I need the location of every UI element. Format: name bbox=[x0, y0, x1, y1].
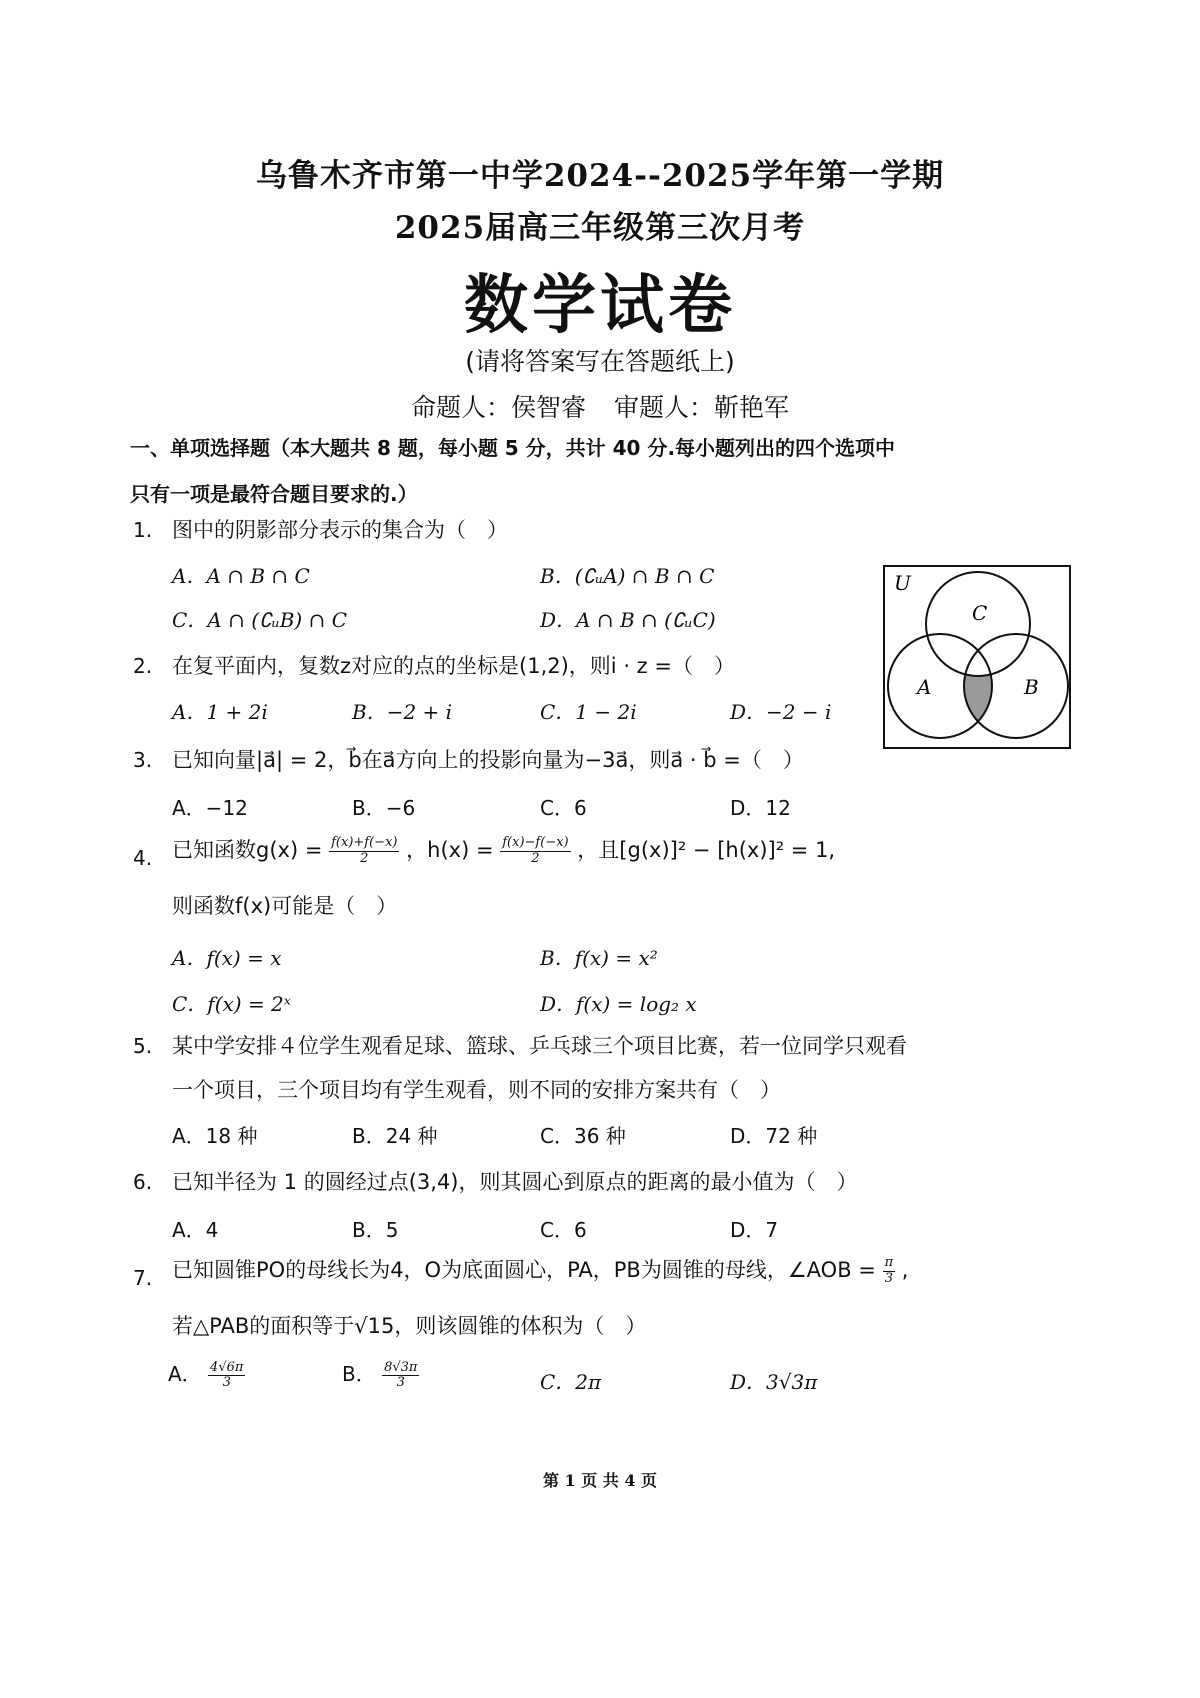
universe-label: U bbox=[894, 571, 911, 595]
g-numerator: f(x)+f(−x) bbox=[331, 835, 398, 851]
stem-part: ，h(x) = bbox=[406, 838, 494, 862]
angle-denominator: 3 bbox=[884, 1270, 893, 1286]
option-b: B．5 bbox=[352, 1218, 399, 1242]
option-d: D．−2 − i bbox=[730, 700, 832, 724]
question-stem: 图中的阴影部分表示的集合为（ ） bbox=[172, 518, 508, 542]
angle-numerator: π bbox=[884, 1255, 894, 1271]
option-a: A．−12 bbox=[172, 796, 248, 820]
option-d: D．A ∩ B ∩ (∁ᵤC) bbox=[540, 608, 716, 632]
stem-part: ，且[g(x)]² − [h(x)]² = 1, bbox=[577, 838, 836, 862]
option-prefix: A． bbox=[168, 1362, 202, 1386]
question-number: 3. bbox=[133, 748, 153, 772]
option-b-denominator: 3 bbox=[396, 1375, 405, 1390]
option-b-fraction bbox=[382, 1361, 419, 1391]
option-c: C．1 − 2i bbox=[540, 700, 637, 724]
question-number: 2. bbox=[133, 654, 153, 678]
question-stem: 某中学安排４位学生观看足球、篮球、乒乓球三个项目比赛，若一位同学只观看 bbox=[172, 1034, 907, 1058]
option-a: A．4 bbox=[172, 1218, 219, 1242]
angle-fraction bbox=[883, 1256, 896, 1286]
venn-diagram bbox=[882, 564, 1072, 750]
option-prefix: B． bbox=[342, 1362, 376, 1386]
question-stem-line2: 若△PAB的面积等于√15，则该圆锥的体积为（ ） bbox=[172, 1314, 647, 1338]
option-c: C．6 bbox=[540, 1218, 587, 1242]
authors-line bbox=[0, 388, 1200, 424]
question-number: 7. bbox=[133, 1266, 153, 1290]
option-d: D．f(x) = log₂ x bbox=[540, 992, 697, 1016]
stem-part: 已知圆锥PO的母线长为4，O为底面圆心，PA，PB为圆锥的母线，∠AOB = bbox=[172, 1258, 876, 1282]
option-c: C．2π bbox=[540, 1370, 602, 1394]
page-title: 数学试卷 bbox=[464, 269, 736, 343]
label-b: B bbox=[1024, 675, 1039, 699]
question-stem: 在复平面内，复数z对应的点的坐标是(1,2)，则i · z =（ ） bbox=[172, 654, 735, 678]
question-stem: 已知半径为 1 的圆经过点(3,4)，则其圆心到原点的距离的最小值为（ ） bbox=[172, 1170, 858, 1194]
question-stem: 已知向量|a⃗| = 2，b⃗在a⃗方向上的投影向量为−3a⃗，则a⃗ · b⃗ =（ ） bbox=[172, 748, 804, 772]
option-b: B．(∁ᵤA) ∩ B ∩ C bbox=[540, 564, 715, 588]
h-denominator: 2 bbox=[531, 850, 540, 866]
question-number: 1. bbox=[133, 518, 153, 542]
page-footer: 第 1 页 共 4 页 bbox=[542, 1471, 658, 1490]
option-b: B．−6 bbox=[352, 796, 416, 820]
exam-header: 2025届高三年级第三次月考 bbox=[394, 210, 806, 246]
h-fraction bbox=[500, 836, 570, 866]
option-b: B．−2 + i bbox=[352, 700, 453, 724]
author: 命题人：侯智睿 bbox=[411, 393, 587, 422]
option-a: A．1 + 2i bbox=[172, 700, 268, 724]
option-a-denominator: 3 bbox=[222, 1375, 231, 1390]
answer-note: (请将答案写在答题纸上) bbox=[465, 347, 735, 376]
label-c: C bbox=[972, 601, 988, 625]
option-a: A．A ∩ B ∩ C bbox=[172, 564, 310, 588]
school-header: 乌鲁木齐市第一中学2024--2025学年第一学期 bbox=[255, 158, 945, 194]
option-a-numerator: 4√6π bbox=[210, 1359, 244, 1375]
option-b bbox=[342, 1358, 419, 1390]
option-a: A．18 种 bbox=[172, 1124, 258, 1148]
option-a bbox=[168, 1358, 245, 1390]
reviewer: 审题人：靳艳军 bbox=[613, 393, 789, 422]
option-b: B．24 种 bbox=[352, 1124, 438, 1148]
option-d: D．72 种 bbox=[730, 1124, 818, 1148]
stem-part: 已知函数g(x) = bbox=[172, 838, 323, 862]
question-number: 5. bbox=[133, 1034, 153, 1058]
g-fraction bbox=[329, 836, 399, 866]
stem-part: , bbox=[901, 1258, 909, 1282]
option-b-numerator: 8√3π bbox=[384, 1359, 418, 1375]
option-d: D．7 bbox=[730, 1218, 779, 1242]
option-c: C．f(x) = 2ˣ bbox=[172, 992, 291, 1016]
label-a: A bbox=[917, 675, 932, 699]
option-a: A．f(x) = x bbox=[172, 946, 282, 970]
option-c: C．A ∩ (∁ᵤB) ∩ C bbox=[172, 608, 347, 632]
h-numerator: f(x)−f(−x) bbox=[502, 835, 569, 851]
question-number: 6. bbox=[133, 1170, 153, 1194]
option-d: D．12 bbox=[730, 796, 791, 820]
option-c: C．6 bbox=[540, 796, 587, 820]
question-stem bbox=[172, 1254, 908, 1286]
g-denominator: 2 bbox=[360, 850, 369, 866]
option-b: B．f(x) = x² bbox=[540, 946, 658, 970]
section-heading-line2: 只有一项是最符合题目要求的.） bbox=[130, 482, 418, 506]
section-heading-line1: 一、单项选择题（本大题共 8 题，每小题 5 分，共计 40 分.每小题列出的四个选项中 bbox=[130, 436, 896, 460]
option-a-fraction bbox=[208, 1361, 245, 1391]
option-d: D．3√3π bbox=[730, 1370, 818, 1394]
option-c: C．36 种 bbox=[540, 1124, 626, 1148]
question-stem-line2: 一个项目，三个项目均有学生观看，则不同的安排方案共有（ ） bbox=[172, 1078, 781, 1102]
question-stem-line2: 则函数f(x)可能是（ ） bbox=[172, 894, 398, 918]
question-stem bbox=[172, 834, 835, 866]
question-number: 4. bbox=[133, 846, 153, 870]
